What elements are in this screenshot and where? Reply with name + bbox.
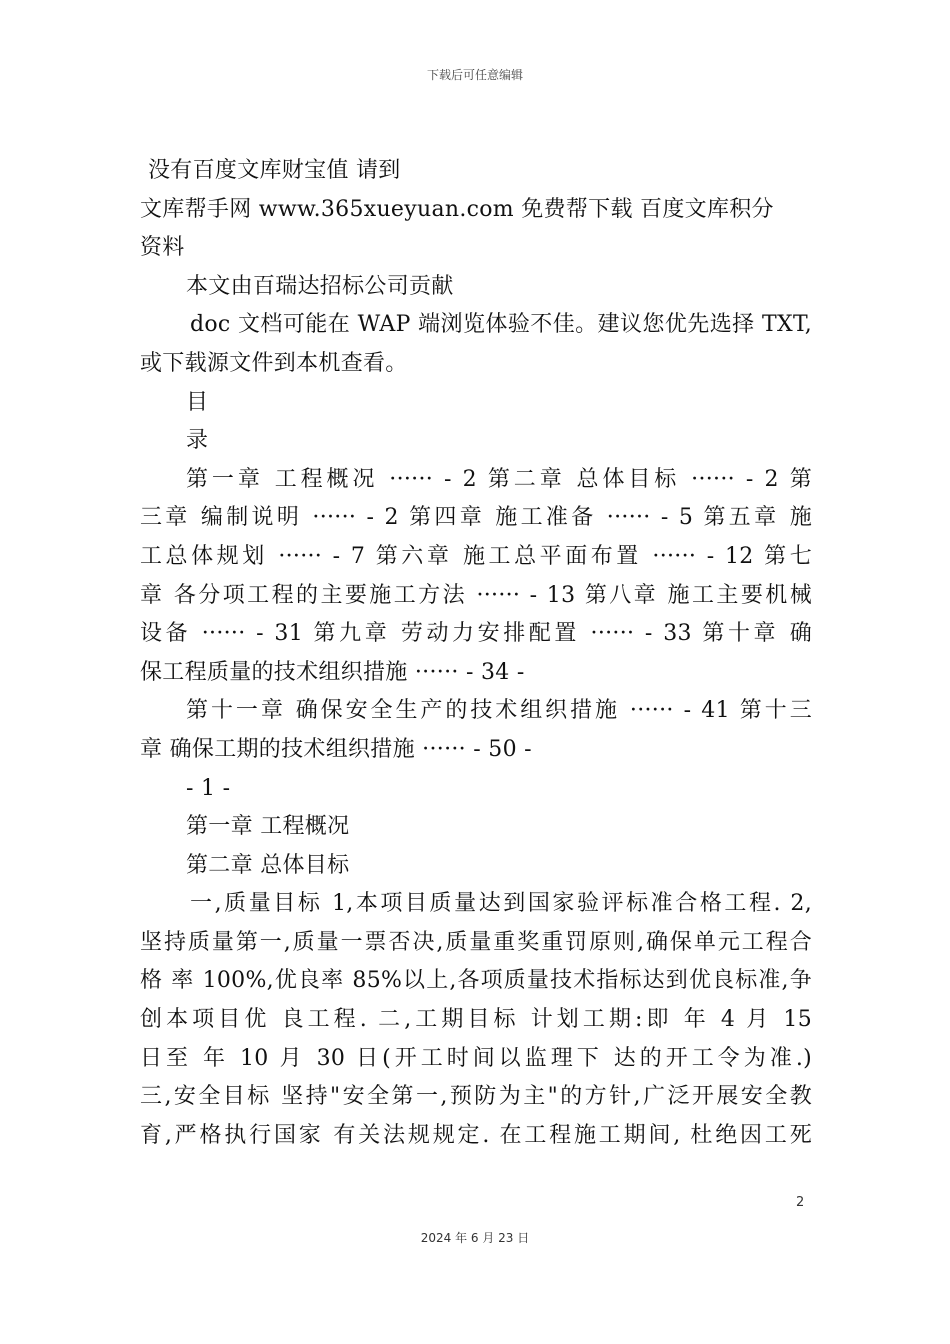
text-line: 育,严格执行国家 有关法规规定. 在工程施工期间, 杜绝因工死 bbox=[140, 1122, 812, 1148]
text-line: 章 确保工期的技术组织措施 ······ - 50 - bbox=[140, 736, 532, 762]
text-line: 工总体规划 ······ - 7 第六章 施工总平面布置 ······ - 12 第七 bbox=[140, 543, 812, 569]
text-line: 或下载源文件到本机查看。 bbox=[140, 350, 408, 376]
text-line: 日至 年 10 月 30 日(开工时间以监理下 达的开工令为准.) bbox=[140, 1045, 812, 1071]
text-line: 一,质量目标 1,本项目质量达到国家验评标准合格工程. 2, bbox=[190, 891, 812, 917]
text-line: 创本项目优 良工程. 二,工期目标 计划工期:即 年 4 月 15 bbox=[140, 1007, 812, 1033]
text-line: 格 率 100%,优良率 85%以上,各项质量技术指标达到优良标准,争 bbox=[140, 968, 812, 994]
text-line: 三,安全目标 坚持"安全第一,预防为主"的方针,广泛开展安全教 bbox=[140, 1084, 812, 1110]
page-header-note: 下载后可任意编辑 bbox=[426, 68, 523, 82]
document-body bbox=[140, 152, 812, 1155]
text-line: 本文由百瑞达招标公司贡献 bbox=[186, 273, 454, 299]
text-line: 坚持质量第一,质量一票否决,质量重奖重罚原则,确保单元工程合 bbox=[140, 929, 812, 955]
text-line: 第十一章 确保安全生产的技术组织措施 ······ - 41 第十三 bbox=[186, 698, 812, 724]
text-line: 保工程质量的技术组织措施 ······ - 34 - bbox=[140, 659, 525, 685]
text-line: 设备 ······ - 31 第九章 劳动力安排配置 ······ - 33 第十章 确 bbox=[140, 621, 812, 647]
text-line: 文库帮手网 www.365xueyuan.com 免费帮下载 百度文库积分 bbox=[140, 196, 774, 222]
text-line: 第一章 工程概况 ······ - 2 第二章 总体目标 ······ - 2 第 bbox=[186, 466, 812, 492]
text-line: 没有百度文库财宝值 请到 bbox=[148, 158, 401, 183]
page-footer-date: 2024 年 6 月 23 日 bbox=[420, 1231, 530, 1245]
text-line: 第二章 总体目标 bbox=[186, 852, 350, 878]
text-line: 资料 bbox=[140, 235, 185, 261]
text-line: 章 各分项工程的主要施工方法 ······ - 13 第八章 施工主要机械 bbox=[140, 582, 812, 608]
text-line: 三章 编制说明 ······ - 2 第四章 施工准备 ······ - 5 第五章 施 bbox=[140, 505, 812, 531]
text-line: 第一章 工程概况 bbox=[186, 814, 350, 840]
text-line: - 1 - bbox=[186, 775, 231, 801]
text-line: doc 文档可能在 WAP 端浏览体验不佳。建议您优先选择 TXT, bbox=[190, 312, 812, 338]
text-line: 录 bbox=[186, 428, 209, 454]
text-line: 目 bbox=[186, 389, 209, 415]
page-number: 2 bbox=[796, 1195, 805, 1210]
